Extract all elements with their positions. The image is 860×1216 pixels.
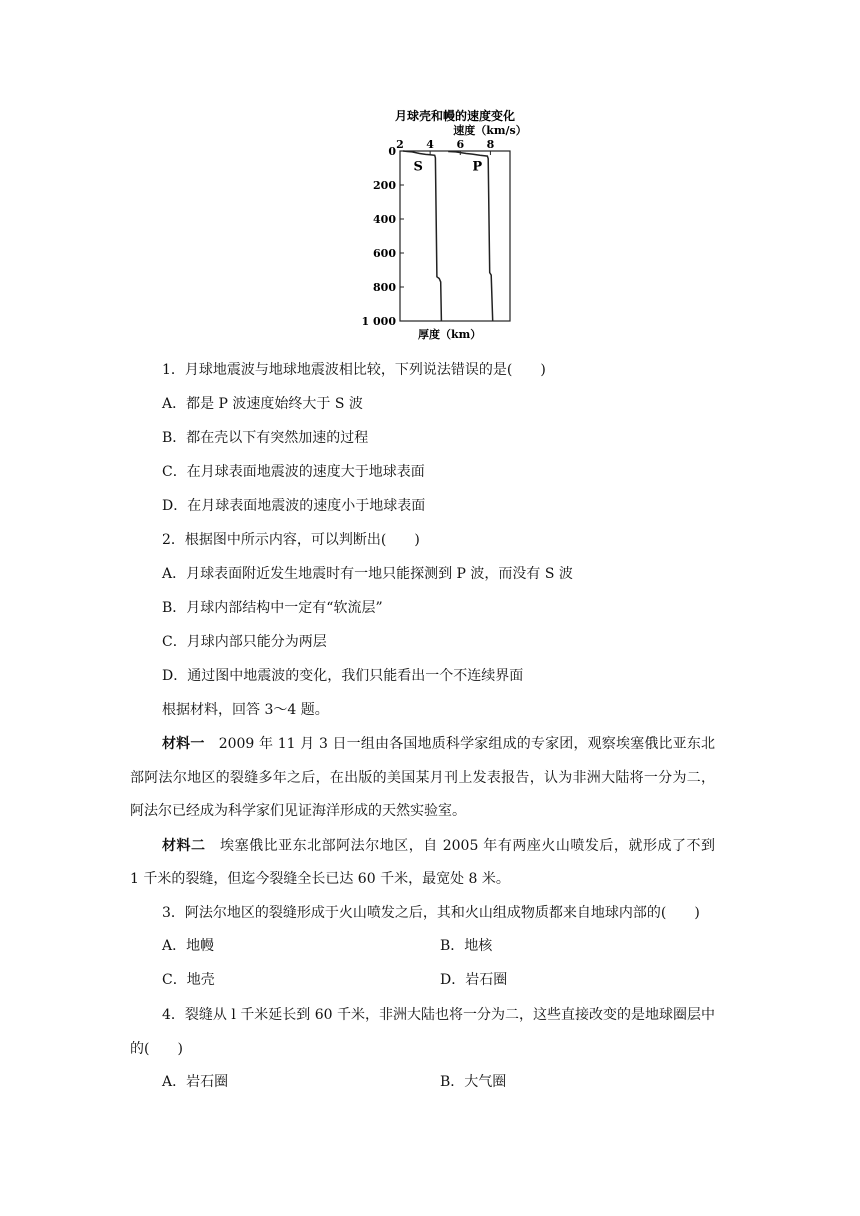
material-2-text-end: 1 千米的裂缝，但迄今裂缝全长已达 60 千米，最宽处 8 米。 bbox=[130, 871, 510, 887]
y-tick-label: 800 bbox=[373, 281, 396, 294]
y-tick-label: 1 000 bbox=[361, 315, 396, 328]
q3-option-d: D．岩石圈 bbox=[440, 972, 508, 988]
q2-stem: 2．根据图中所示内容，可以判断出( ) bbox=[162, 532, 420, 548]
y-tick-label: 200 bbox=[373, 179, 396, 192]
q3-stem: 3．阿法尔地区的裂缝形成于火山喷发之后，其和火山组成物质都来自地球内部的( ) bbox=[162, 905, 700, 921]
series-line-p bbox=[448, 152, 493, 322]
velocity-chart bbox=[360, 108, 550, 344]
q1-stem: 1．月球地震波与地球地震波相比较，下列说法错误的是( ) bbox=[162, 362, 546, 378]
material-2 bbox=[130, 829, 715, 863]
material-2-label: 材料二 bbox=[162, 838, 206, 854]
material-1 bbox=[130, 727, 715, 795]
velocity-chart-svg bbox=[360, 108, 550, 344]
chart-x-label: 速度（km/s） bbox=[453, 124, 527, 137]
y-tick-label: 0 bbox=[388, 145, 396, 158]
series-label-s: S bbox=[413, 159, 423, 175]
q3-option-a: A．地幔 bbox=[162, 938, 215, 954]
q2-option-c: C．月球内部只能分为两层 bbox=[162, 634, 327, 650]
x-tick-label: 6 bbox=[456, 138, 465, 151]
x-tick-label: 8 bbox=[486, 138, 495, 151]
x-tick-label: 2 bbox=[396, 138, 404, 151]
material-1-text-end: 阿法尔已经成为科学家们见证海洋形成的天然实验室。 bbox=[130, 803, 466, 819]
q1-option-c: C．在月球表面地震波的速度大于地球表面 bbox=[162, 464, 425, 480]
q4-option-b: B．大气圈 bbox=[440, 1074, 507, 1090]
chart-y-label: 厚度（km） bbox=[418, 328, 482, 341]
chart-title: 月球壳和幔的速度变化 bbox=[394, 109, 516, 123]
q3-option-b: B．地核 bbox=[440, 938, 493, 954]
chart-plot-frame bbox=[400, 151, 510, 321]
q4-option-a: A．岩石圈 bbox=[162, 1074, 229, 1090]
q1-option-d: D．在月球表面地震波的速度小于地球表面 bbox=[162, 498, 426, 514]
q4-stem: 4．裂缝从 l 千米延长到 60 千米，非洲大陆也将一分为二，这些直接改变的是地球圈层中的( ) bbox=[130, 1007, 715, 1057]
q1-option-b: B．都在壳以下有突然加速的过程 bbox=[162, 430, 369, 446]
q2-option-d: D．通过图中地震波的变化，我们只能看出一个不连续界面 bbox=[162, 668, 524, 684]
y-tick-label: 600 bbox=[373, 247, 396, 260]
y-tick-label: 400 bbox=[373, 213, 396, 226]
material-2-text: 埃塞俄比亚东北部阿法尔地区，自 2005 年有两座火山喷发后，就形成了不到 bbox=[205, 838, 716, 854]
materials-intro: 根据材料，回答 3～4 题。 bbox=[162, 702, 329, 718]
q2-option-b: B．月球内部结构中一定有“软流层” bbox=[162, 600, 383, 616]
material-1-text: 2009 年 11 月 3 日一组由各国地质科学家组成的专家团，观察埃塞俄比亚东北部阿法尔地区的裂缝多年之后，在出版的美国某月刊上发表报告，认为非洲大陆将一分为二， bbox=[130, 736, 716, 786]
material-1-label: 材料一 bbox=[162, 736, 205, 752]
q2-option-a: A．月球表面附近发生地震时有一地只能探测到 P 波，而没有 S 波 bbox=[162, 566, 573, 582]
q3-option-c: C．地壳 bbox=[162, 972, 215, 988]
series-label-p: P bbox=[472, 159, 483, 175]
series-line-s bbox=[403, 151, 441, 321]
q1-option-a: A．都是 P 波速度始终大于 S 波 bbox=[162, 396, 363, 412]
x-tick-label: 4 bbox=[426, 138, 434, 151]
